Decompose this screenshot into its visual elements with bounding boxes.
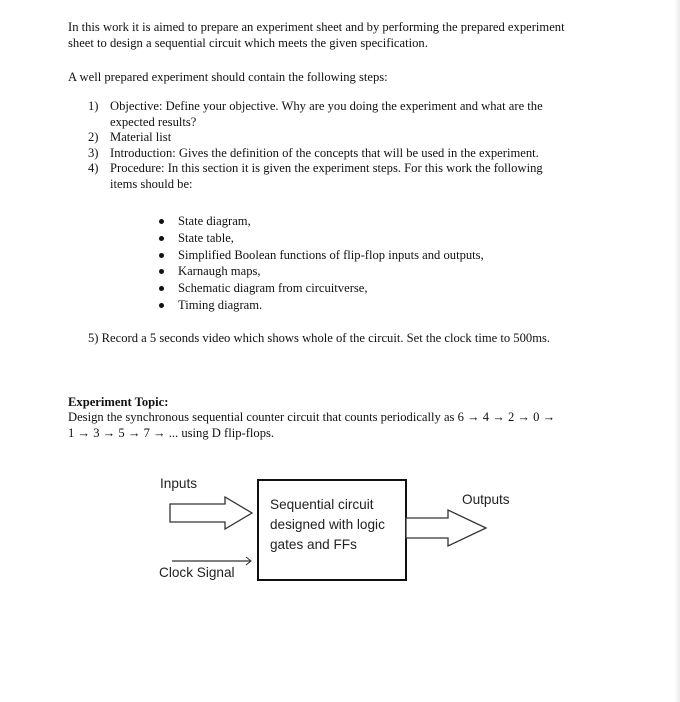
intro-line: sheet to design a sequential circuit which meets the given specification. — [68, 35, 428, 50]
list-item — [158, 280, 618, 297]
experiment-topic-heading: Experiment Topic: — [68, 395, 169, 409]
box-text-line: gates and FFs — [270, 537, 357, 552]
inputs-label: Inputs — [160, 476, 198, 491]
list-item-label: State diagram, — [178, 214, 251, 228]
step-line: Objective: Define your objective. Why are you doing the experiment and what are the — [110, 99, 543, 113]
clock-signal-label: Clock Signal — [159, 565, 235, 580]
step-item — [88, 146, 628, 162]
list-item — [158, 213, 618, 230]
step-number: 1) — [88, 99, 99, 113]
procedure-items-list — [158, 213, 618, 314]
step-line: Procedure: In this section it is given the experiment steps. For this work the following — [110, 161, 543, 175]
step-line: expected results? — [110, 114, 197, 129]
steps-list — [88, 99, 628, 192]
bullet-icon — [159, 269, 164, 274]
outputs-label: Outputs — [462, 492, 510, 507]
list-item — [158, 230, 618, 247]
topic-line: 1 → 3 → 5 → 7 → ... using D flip-flops. — [68, 425, 275, 440]
bullet-icon — [159, 236, 164, 241]
box-text-line: Sequential circuit — [270, 497, 374, 512]
list-item — [158, 247, 618, 264]
block-diagram — [150, 470, 530, 590]
step-line: items should be: — [110, 176, 193, 191]
list-item — [158, 297, 618, 314]
step-item — [88, 161, 628, 192]
bullet-icon — [159, 253, 164, 258]
step-item — [88, 331, 628, 347]
lead-sentence: A well prepared experiment should contain the following steps: — [68, 70, 388, 84]
box-text-line: designed with logic — [270, 517, 385, 532]
step-line: Introduction: Gives the definition of the concepts that will be used in the experiment. — [110, 145, 539, 160]
step-item — [88, 130, 628, 146]
bullet-icon — [159, 303, 164, 308]
step-number: 4) — [88, 161, 99, 175]
box-text — [270, 495, 408, 555]
output-arrow-icon — [406, 510, 486, 546]
list-item-label: State table, — [178, 230, 234, 245]
step-item — [88, 99, 628, 130]
list-item-label: Karnaugh maps, — [178, 264, 261, 279]
step-line: Material list — [110, 130, 172, 144]
page-edge-shadow — [674, 0, 680, 702]
experiment-topic-description — [68, 410, 628, 441]
bullet-icon — [159, 286, 164, 291]
step-number: 3) — [88, 145, 99, 160]
topic-line: Design the synchronous sequential counter circuit that counts periodically as 6 → 4 → 2 → 0 → — [68, 410, 556, 424]
intro-paragraph — [68, 20, 628, 51]
step-text: Record a 5 seconds video which shows whole of the circuit. Set the clock time to 500ms. — [101, 331, 551, 345]
intro-line: In this work it is aimed to prepare an experiment sheet and by performing the prepared experiment — [68, 20, 565, 34]
bullet-icon — [159, 219, 164, 224]
step-number: 2) — [88, 130, 99, 144]
step-number: 5) — [88, 331, 99, 345]
list-item-label: Timing diagram. — [178, 297, 263, 312]
input-arrow-icon — [170, 497, 252, 529]
list-item-label: Schematic diagram from circuitverse, — [178, 281, 368, 296]
list-item — [158, 263, 618, 280]
list-item-label: Simplified Boolean functions of flip-flop inputs and outputs, — [178, 247, 484, 262]
